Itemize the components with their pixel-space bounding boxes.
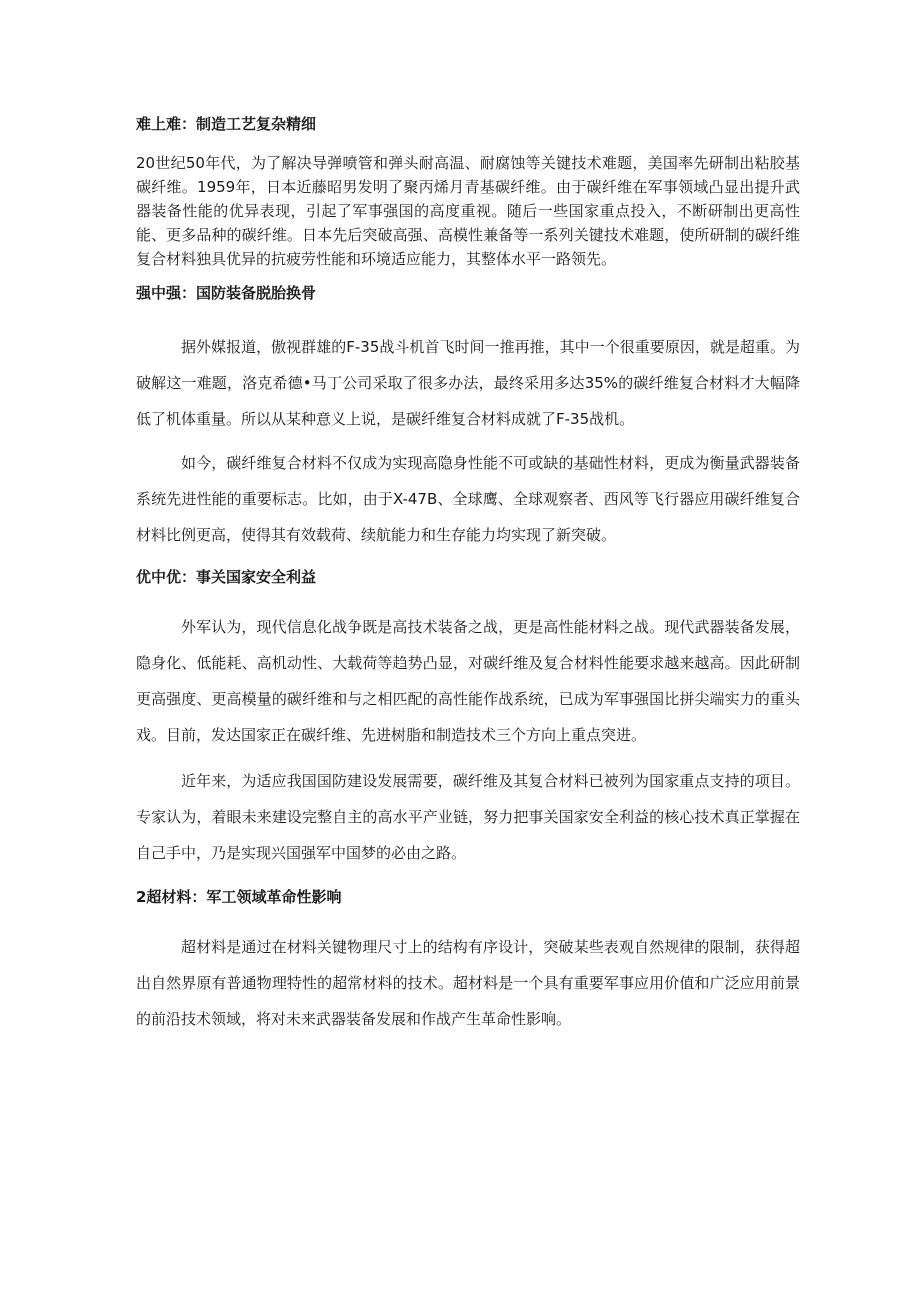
section-heading: 2超材料：军工领域革命性影响 bbox=[136, 888, 342, 906]
paragraph: 据外媒报道，傲视群雄的F-35战斗机首飞时间一推再推，其中一个很重要原因，就是超重。为破解这一难题，洛克希德•马丁公司采取了很多办法，最终采用多达35%的碳纤维复合材料才大幅降低了机体重量。所以从某种意义上说，是碳纤维复合材料成就了F-35战机。 bbox=[136, 338, 800, 428]
paragraph: 20世纪50年代，为了解决导弹喷管和弹头耐高温、耐腐蚀等关键技术难题，美国率先研制出粘胶基碳纤维。1959年，日本近藤昭男发明了聚丙烯月青基碳纤维。由于碳纤维在军事领域凸显出提升武器装备性能的优异表现，引起了军事强国的高度重视。随后一些国家重点投入，不断研制出更高性能、更多品种的碳纤维。日本先后突破高强、高模性兼备等一系列关键技术难题，使所研制的碳纤维复合材料独具优异的抗疲劳性能和环境适应能力，其整体水平一路领先。 bbox=[136, 154, 800, 268]
section-heading: 强中强：国防装备脱胎换骨 bbox=[136, 284, 317, 302]
section-heading: 优中优：事关国家安全利益 bbox=[136, 568, 317, 586]
paragraph: 外军认为，现代信息化战争既是高技术装备之战，更是高性能材料之战。现代武器装备发展，隐身化、低能耗、高机动性、大载荷等趋势凸显，对碳纤维及复合材料性能要求越来越高。因此研制更高强度、更高模量的碳纤维和与之相匹配的高性能作战系统，已成为军事强国比拼尖端实力的重头戏。目前，发达国家正在碳纤维、先进树脂和制造技术三个方向上重点突进。 bbox=[136, 618, 800, 744]
paragraph: 近年来，为适应我国国防建设发展需要，碳纤维及其复合材料已被列为国家重点支持的项目。专家认为，着眼未来建设完整自主的高水平产业链，努力把事关国家安全利益的核心技术真正掌握在自己手中，乃是实现兴国强军中国梦的必由之路。 bbox=[136, 772, 800, 862]
article-body bbox=[136, 112, 800, 1037]
section-heading: 难上难：制造工艺复杂精细 bbox=[136, 115, 317, 133]
paragraph: 超材料是通过在材料关键物理尺寸上的结构有序设计，突破某些表观自然规律的限制，获得超出自然界原有普通物理特性的超常材料的技术。超材料是一个具有重要军事应用价值和广泛应用前景的前沿技术领域，将对未来武器装备发展和作战产生革命性影响。 bbox=[136, 938, 800, 1028]
paragraph: 如今，碳纤维复合材料不仅成为实现高隐身性能不可或缺的基础性材料，更成为衡量武器装备系统先进性能的重要标志。比如，由于X-47B、全球鹰、全球观察者、西风等飞行器应用碳纤维复合材料比例更高，使得其有效载荷、续航能力和生存能力均实现了新突破。 bbox=[136, 454, 800, 544]
